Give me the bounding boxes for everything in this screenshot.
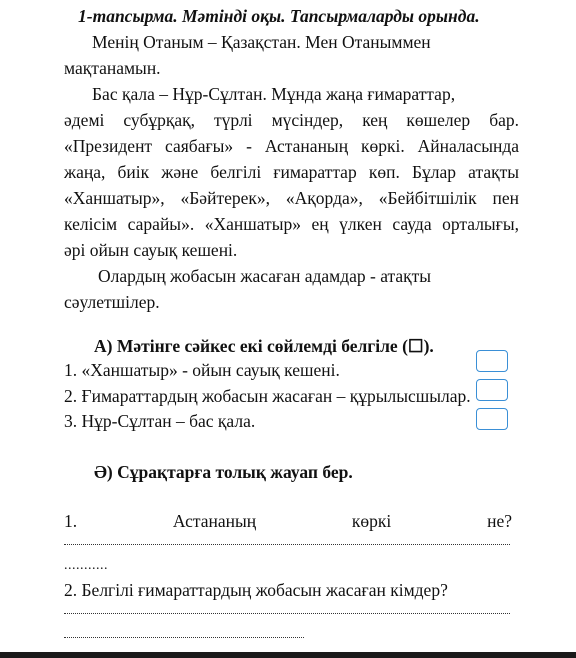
section-a-heading: А) Мәтінге сәйкес екі сөйлемді белгіле (☐).	[94, 336, 434, 356]
text-line: әрі ойын сауық кешені.	[64, 240, 238, 260]
question-word: Астананың	[172, 511, 257, 531]
answer-checkbox-3[interactable]	[476, 408, 508, 430]
section-b-heading: Ә) Сұрақтарға толық жауап бер.	[94, 462, 353, 482]
answer-line-2[interactable]	[64, 605, 510, 614]
text-line: «Ханшатыр», «Бәйтерек», «Ақорда», «Бейбітшілік пен	[64, 188, 519, 208]
text-line: келісім сарайы». «Ханшатыр» ең үлкен сауда орталығы,	[64, 214, 519, 234]
text-line: әдемі субұрқақ, түрлі мүсіндер, кең көшелер бар.	[64, 110, 519, 130]
task-title: 1-тапсырма. Мәтінді оқы. Тапсырмаларды орында.	[78, 6, 480, 26]
question-word: не?	[487, 511, 512, 531]
text-line: жаңа, биік және белгілі ғимараттар көп. Бұлар атақты	[64, 162, 519, 182]
statement-item: 1. «Ханшатыр» - ойын сауық кешені.	[64, 360, 340, 380]
bottom-edge-bar	[0, 652, 576, 658]
reading-text	[64, 29, 519, 315]
question-2: 2. Белгілі ғимараттардың жобасын жасаған кімдер?	[64, 580, 448, 600]
answer-line-tail: ...........	[64, 558, 108, 573]
question-word: 1.	[64, 511, 78, 531]
statement-item: 3. Нұр-Сұлтан – бас қала.	[64, 411, 256, 431]
question-word: көркі	[351, 511, 392, 531]
answer-checkbox-2[interactable]	[476, 379, 508, 401]
answer-line-3[interactable]	[64, 629, 304, 638]
text-line: мақтанамын.	[64, 58, 161, 78]
text-line: Олардың жобасын жасаған адамдар - атақты	[98, 266, 432, 286]
text-line: сәулетшілер.	[64, 292, 160, 312]
text-line: «Президент саябағы» - Астананың көркі. Айналасында	[64, 136, 519, 156]
text-line: Бас қала – Нұр-Сұлтан. Мұнда жаңа ғимараттар,	[92, 84, 456, 104]
text-line: Менің Отаным – Қазақстан. Мен Отаныммен	[92, 32, 431, 52]
question-1	[64, 508, 512, 534]
answer-line-1[interactable]	[64, 536, 510, 545]
answer-checkbox-1[interactable]	[476, 350, 508, 372]
statement-item: 2. Ғимараттардың жобасын жасаған – құрылысшылар.	[64, 386, 471, 406]
